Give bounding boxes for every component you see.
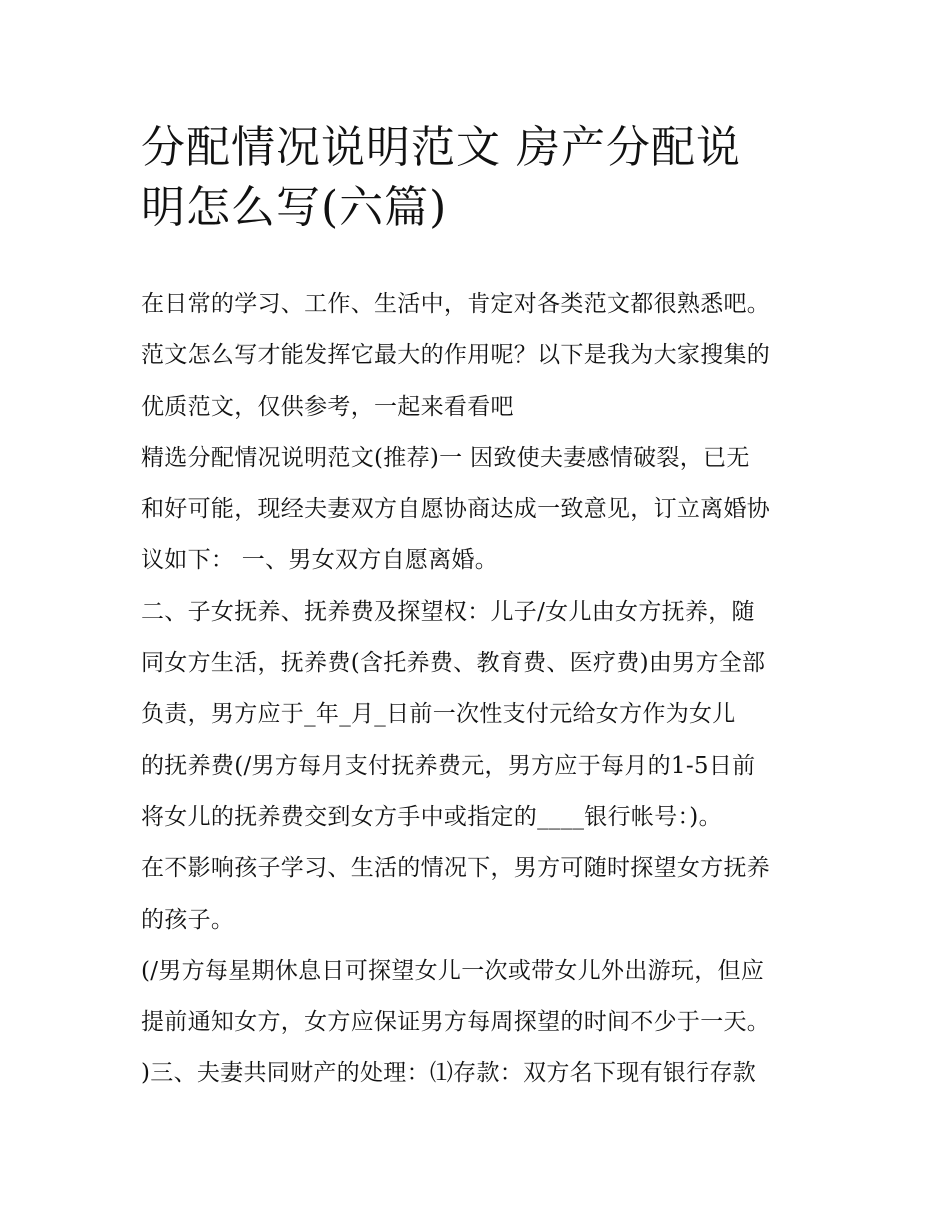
title-line: 明怎么写(六篇): [141, 182, 448, 233]
body-line: 二、子女抚养、抚养费及探望权：儿子/女儿由女方抚养，随: [141, 598, 755, 625]
body-line: 的抚养费(/男方每月支付抚养费元，男方应于每月的1-5日前: [141, 752, 756, 779]
body-line: 的孩子。: [141, 906, 235, 933]
body-line: 负责，男方应于_年_月_日前一次性支付元给女方作为女儿: [141, 701, 736, 728]
body-line: 精选分配情况说明范文(推荐)一 因致使夫妻感情破裂，已无: [141, 444, 750, 471]
body-line: )三、夫妻共同财产的处理：⑴存款：双方名下现有银行存款: [141, 1060, 757, 1087]
body-line: 将女儿的抚养费交到女方手中或指定的____银行帐号：)。: [141, 803, 722, 830]
body-line: 在不影响孩子学习、生活的情况下，男方可随时探望女方抚养: [141, 855, 771, 882]
body-line: 议如下： 一、男女双方自愿离婚。: [141, 547, 499, 574]
body-line: 在日常的学习、工作、生活中，肯定对各类范文都很熟悉吧。: [141, 291, 771, 317]
body-line: 范文怎么写才能发挥它最大的作用呢？以下是我为大家搜集的: [141, 342, 771, 369]
body-line: 优质范文，仅供参考，一起来看看吧: [141, 393, 514, 420]
body-line: (/男方每星期休息日可探望女儿一次或带女儿外出游玩，但应: [141, 957, 765, 984]
body-line: 和好可能，现经夫妻双方自愿协商达成一致意见，订立离婚协: [141, 496, 771, 523]
document-body: [141, 279, 831, 1100]
body-line: 同女方生活，抚养费(含托养费、教育费、医疗费)由男方全部: [141, 650, 766, 677]
document-title: [141, 118, 821, 238]
body-line: 提前通知女方，女方应保证男方每周探望的时间不少于一天。: [141, 1009, 771, 1036]
title-line: 分配情况说明范文 房产分配说: [141, 122, 741, 173]
